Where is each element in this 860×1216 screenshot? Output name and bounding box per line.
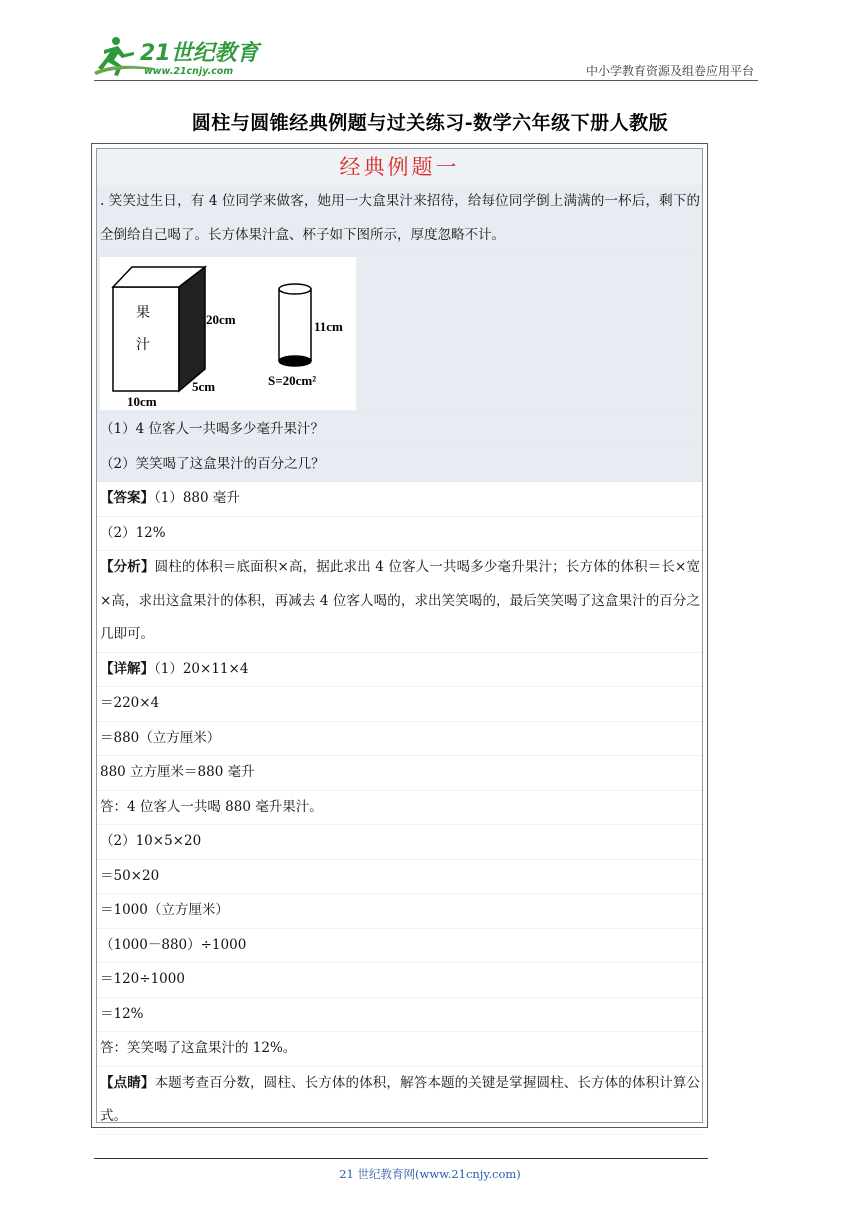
footer-divider (94, 1158, 708, 1159)
page-header (94, 34, 758, 82)
detail-line: （2）10×5×20 (97, 825, 702, 860)
header-divider (94, 80, 758, 81)
logo-url: www.21cnjy.com (144, 66, 234, 77)
box-label-1: 果 (136, 305, 150, 321)
answer-tag: 【答案】 (100, 490, 154, 506)
detail-line: ＝50×20 (97, 860, 702, 895)
detail-line: ＝1000（立方厘米） (97, 894, 702, 929)
site-logo (94, 34, 264, 78)
question-stem: . 笑笑过生日，有 4 位同学来做客，她用一大盒果汁来招待，给每位同学倒上满满的一杯后，剩下的全倒给自己喝了。长方体果汁盒、杯子如下图所示，厚度忽略不计。 (97, 185, 702, 253)
analysis-tag: 【分析】 (100, 559, 155, 575)
answer-1: （1）880 毫升 (154, 490, 240, 506)
detail-line: ＝220×4 (97, 687, 702, 722)
header-platform-text: 中小学教育资源及组卷应用平台 (585, 64, 754, 78)
figure-row (97, 253, 702, 413)
detail-line: ＝12% (97, 998, 702, 1033)
comment-paragraph (97, 1067, 702, 1135)
answer-line (97, 482, 702, 517)
box-label-2: 汁 (136, 337, 150, 353)
analysis-text: 圆柱的体积＝底面积×高，据此求出 4 位客人一共喝多少毫升果汁；长方体的体积＝长×宽×高，求出这盒果汁的体积，再减去 4 位客人喝的，求出笑笑喝的，最后笑笑喝了这盒果汁的百分之几即可。 (100, 559, 700, 642)
question-1: （1）4 位客人一共喝多少毫升果汁？ (97, 413, 702, 448)
question-block (97, 185, 702, 482)
example-box-inner (96, 148, 703, 1123)
width-label: 10cm (127, 394, 157, 409)
answer-2: （2）12% (97, 517, 702, 552)
detail-line: 答：4 位客人一共喝 880 毫升果汁。 (97, 791, 702, 826)
depth-label: 5cm (192, 379, 216, 394)
detail-line: 880 立方厘米＝880 毫升 (97, 756, 702, 791)
detail-line: ＝120÷1000 (97, 963, 702, 998)
example-box (91, 143, 708, 1128)
detail-line-first (97, 653, 702, 688)
detail-first: （1）20×11×4 (154, 660, 249, 677)
comment-text: 本题考查百分数，圆柱、长方体的体积，解答本题的关键是掌握圆柱、长方体的体积计算公式。 (100, 1074, 701, 1124)
detail-line: 答：笑笑喝了这盒果汁的 12%。 (97, 1032, 702, 1067)
analysis-paragraph (97, 551, 702, 653)
cup-area-label: S=20cm² (268, 373, 317, 388)
footer-text: 21 世纪教育网(www.21cnjy.com) (339, 1167, 521, 1181)
logo-text: 21世纪教育 (140, 41, 259, 66)
comment-tag: 【点睛】 (100, 1074, 155, 1091)
height-label: 20cm (206, 312, 236, 327)
detail-tag: 【详解】 (100, 660, 154, 677)
detail-line: ＝880（立方厘米） (97, 722, 702, 757)
section-title: 经典例题一 (97, 149, 702, 185)
juice-box-and-cup-figure (100, 257, 356, 410)
cup-height-label: 11cm (314, 319, 343, 334)
question-2: （2）笑笑喝了这盒果汁的百分之几？ (97, 448, 702, 483)
detail-line: （1000－880）÷1000 (97, 929, 702, 964)
document-title: 圆柱与圆锥经典例题与过关练习-数学六年级下册人教版 (191, 112, 669, 134)
